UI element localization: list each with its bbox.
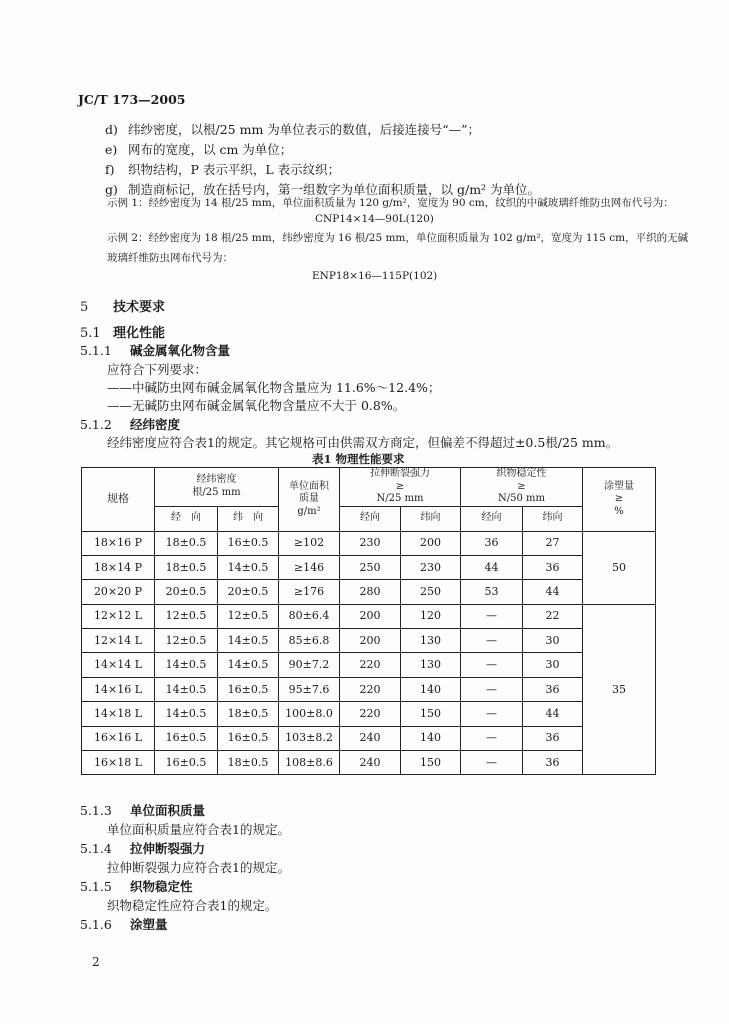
table-row [82, 604, 656, 628]
header-tensile-warp: 经向 [340, 506, 401, 531]
table-cell: 95±7.6 [279, 677, 340, 701]
table-cell: 16±0.5 [218, 726, 279, 750]
section-5-1-4-line: 拉伸断裂强力应符合表1的规定。 [107, 860, 290, 875]
coating-value-cell: 50 [583, 531, 656, 604]
table-cell: — [461, 629, 523, 653]
header-density: 经纬密度 根/25 mm [155, 468, 279, 507]
table-cell: 14×16 L [82, 677, 155, 701]
table-cell: 120 [401, 604, 461, 628]
table-cell: 18±0.5 [218, 702, 279, 726]
header-stability-weft: 纬向 [523, 506, 583, 531]
table-row [82, 751, 656, 775]
table-cell: 36 [523, 555, 583, 579]
list-item-g: g) 制造商标记，放在括号内，第一组数字为单位面积质量，以 g/m² 为单位。 [105, 182, 541, 197]
list-item-e: e) 网布的宽度，以 cm 为单位； [105, 142, 293, 157]
table-cell: 80±6.4 [279, 604, 340, 628]
table-cell: 14±0.5 [218, 653, 279, 677]
table-row [82, 653, 656, 677]
table-cell: 44 [523, 702, 583, 726]
table-cell: 14±0.5 [155, 653, 218, 677]
table-cell: 220 [340, 653, 401, 677]
table-cell: 27 [523, 531, 583, 555]
table-cell: 12±0.5 [218, 604, 279, 628]
table-cell: 100±8.0 [279, 702, 340, 726]
table-cell: 250 [340, 555, 401, 579]
table-cell: 103±8.2 [279, 726, 340, 750]
table-cell: 280 [340, 580, 401, 604]
table-cell: 140 [401, 677, 461, 701]
coating-value-cell: 35 [583, 604, 656, 775]
table-cell: ≥176 [279, 580, 340, 604]
table-cell: 18±0.5 [155, 555, 218, 579]
table-cell: 16×16 L [82, 726, 155, 750]
table-cell: 12×12 L [82, 604, 155, 628]
table-cell: 150 [401, 751, 461, 775]
table-cell: 18±0.5 [218, 751, 279, 775]
table-cell: 53 [461, 580, 523, 604]
table-cell: 30 [523, 629, 583, 653]
document-header: JC/T 173—2005 [78, 92, 186, 107]
table-row [82, 726, 656, 750]
table-cell: 12±0.5 [155, 629, 218, 653]
table-cell: 220 [340, 702, 401, 726]
table-cell: — [461, 702, 523, 726]
section-5-1-heading: 5.1 理化性能 [80, 326, 166, 341]
table-cell: — [461, 751, 523, 775]
table-cell: 230 [340, 531, 401, 555]
table-row [82, 531, 656, 555]
section-5-1-3-line: 单位面积质量应符合表1的规定。 [107, 822, 290, 837]
section-5-1-6-heading: 5.1.6 涂塑量 [80, 917, 168, 932]
example-2-line-1: 示例 2：经纱密度为 18 根/25 mm，纬纱密度为 16 根/25 mm，单位面积质量为 102 g/m²，宽度为 115 cm，平织的无碱 [107, 232, 689, 244]
header-spec: 规格 [82, 468, 155, 532]
table-cell: — [461, 604, 523, 628]
table-cell: — [461, 677, 523, 701]
section-5-1-3-heading: 5.1.3 单位面积质量 [80, 803, 206, 818]
table-cell: 36 [523, 677, 583, 701]
table-cell: 90±7.2 [279, 653, 340, 677]
section-5-1-1-line: ——中碱防虫网布碱金属氧化物含量应为 11.6%～12.4%； [107, 380, 441, 395]
table-cell: 22 [523, 604, 583, 628]
table-row [82, 702, 656, 726]
section-5-1-4-heading: 5.1.4 拉伸断裂强力 [80, 841, 206, 856]
section-5-heading: 5 技术要求 [80, 300, 166, 315]
table-cell: 130 [401, 653, 461, 677]
section-5-1-2-line: 经纬密度应符合表1的规定。其它规格可由供需双方商定，但偏差不得超过±0.5根/25 mm。 [107, 435, 619, 450]
table-cell: 18×16 P [82, 531, 155, 555]
table-row [82, 629, 656, 653]
table-cell: 220 [340, 677, 401, 701]
section-5-1-2-heading: 5.1.2 经纬密度 [80, 417, 181, 432]
table-caption: 表1 物理性能要求 [312, 452, 405, 466]
table-cell: 18±0.5 [155, 531, 218, 555]
example-1-text: 示例 1：经纱密度为 14 根/25 mm，单位面积质量为 120 g/m²，宽度为 90 cm，纹织的中碱玻璃纤维防虫网布代号为： [107, 197, 674, 209]
list-item-d: d) 纬纱密度，以根/25 mm 为单位表示的数值，后接连接号“—”； [105, 122, 481, 137]
table-cell: 85±6.8 [279, 629, 340, 653]
table-cell: 20×20 P [82, 580, 155, 604]
header-mass: 单位面积 质量 g/m² [279, 468, 340, 532]
table-cell: ≥146 [279, 555, 340, 579]
table-cell: 200 [340, 629, 401, 653]
example-1-code: CNP14×14—90L(120) [315, 213, 434, 225]
table-cell: 16±0.5 [155, 751, 218, 775]
table-cell: 140 [401, 726, 461, 750]
table-cell: 240 [340, 726, 401, 750]
table-cell: — [461, 653, 523, 677]
table-row [82, 677, 656, 701]
table-cell: 16×18 L [82, 751, 155, 775]
table-cell: 14±0.5 [155, 702, 218, 726]
page-number: 2 [92, 955, 100, 969]
table-cell: 14×14 L [82, 653, 155, 677]
table-cell: 44 [461, 555, 523, 579]
table-cell: 14±0.5 [155, 677, 218, 701]
header-stability-warp: 经向 [461, 506, 523, 531]
section-5-1-1-line: 应符合下列要求： [107, 362, 208, 377]
table-cell: 250 [401, 580, 461, 604]
section-5-1-5-heading: 5.1.5 织物稳定性 [80, 879, 193, 894]
section-5-1-1-heading: 5.1.1 碱金属氧化物含量 [80, 343, 231, 358]
table-cell: 200 [340, 604, 401, 628]
header-warp: 经 向 [155, 506, 218, 531]
table-cell: 16±0.5 [155, 726, 218, 750]
table-cell: 150 [401, 702, 461, 726]
table-cell: 44 [523, 580, 583, 604]
table-cell: 20±0.5 [155, 580, 218, 604]
table-cell: 36 [461, 531, 523, 555]
table-cell: 36 [523, 751, 583, 775]
table-cell: ≥102 [279, 531, 340, 555]
table-cell: 14±0.5 [218, 629, 279, 653]
table-cell: 30 [523, 653, 583, 677]
example-2-code: ENP18×16—115P(102) [312, 270, 438, 282]
table-cell: 14×18 L [82, 702, 155, 726]
header-tensile: 拉伸断裂强力 ≥ N/25 mm [340, 468, 461, 507]
physical-properties-table [81, 467, 656, 775]
example-2-line-2: 玻璃纤维防虫网布代号为： [107, 252, 233, 264]
section-5-1-1-line: ——无碱防虫网布碱金属氧化物含量应不大于 0.8%。 [107, 398, 406, 413]
table-cell: 16±0.5 [218, 531, 279, 555]
table-cell: 14±0.5 [218, 555, 279, 579]
section-5-1-5-line: 织物稳定性应符合表1的规定。 [107, 898, 278, 913]
table-cell: 20±0.5 [218, 580, 279, 604]
table-cell: 12±0.5 [155, 604, 218, 628]
table-cell: 130 [401, 629, 461, 653]
header-tensile-weft: 纬向 [401, 506, 461, 531]
table-cell: 12×14 L [82, 629, 155, 653]
table-cell: 108±8.6 [279, 751, 340, 775]
table-cell: 200 [401, 531, 461, 555]
table-cell: 240 [340, 751, 401, 775]
table-row [82, 555, 656, 579]
table-row [82, 580, 656, 604]
table-cell: 36 [523, 726, 583, 750]
header-weft: 纬 向 [218, 506, 279, 531]
table-cell: 230 [401, 555, 461, 579]
table-cell: 16±0.5 [218, 677, 279, 701]
table-cell: 18×14 P [82, 555, 155, 579]
header-coating: 涂塑量 ≥ % [583, 468, 656, 532]
header-stability: 织物稳定性 ≥ N/50 mm [461, 468, 583, 507]
table-cell: — [461, 726, 523, 750]
list-item-f: f) 织物结构，P 表示平织，L 表示纹织； [105, 162, 341, 177]
